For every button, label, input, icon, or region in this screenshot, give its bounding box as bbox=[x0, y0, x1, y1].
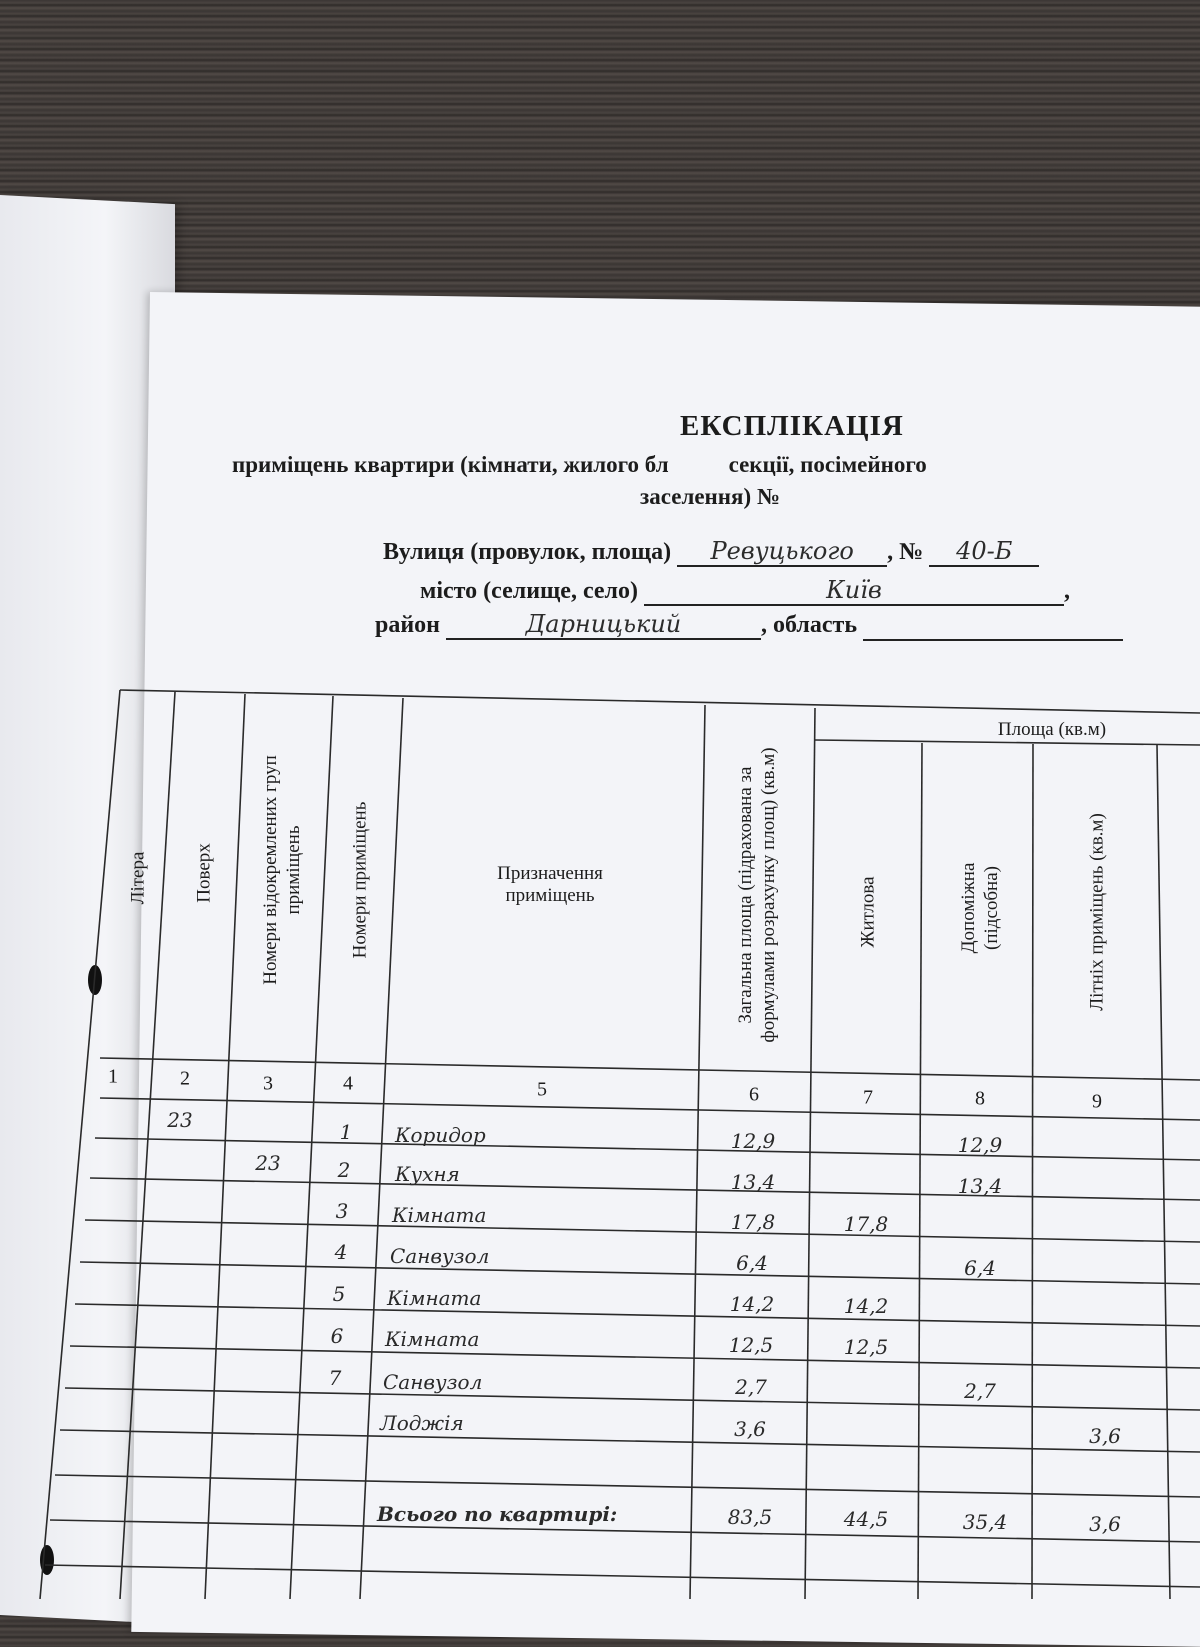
room-purpose: Кухня bbox=[395, 1162, 460, 1186]
group-value: 23 bbox=[255, 1151, 281, 1175]
column-number: 5 bbox=[537, 1078, 547, 1101]
totals-living: 44,5 bbox=[843, 1507, 889, 1531]
room-summer: 3,6 bbox=[1089, 1424, 1121, 1448]
room-aux: 13,4 bbox=[957, 1174, 1003, 1198]
header-area-group: Площа (кв.м) bbox=[997, 719, 1107, 740]
room-total: 13,4 bbox=[730, 1170, 776, 1194]
column-number: 1 bbox=[108, 1065, 118, 1088]
room-number: 2 bbox=[337, 1158, 351, 1182]
room-living: 17,8 bbox=[843, 1212, 889, 1236]
document-subtitle: приміщень квартири (кімнати, жилого бл секції, посімейного bbox=[232, 452, 927, 477]
room-purpose: Санвузол bbox=[390, 1244, 490, 1268]
header-total-area: Загальна площа (підрахована за формулами розрахунку площ) (кв.м) bbox=[735, 747, 779, 1043]
district-line: район Дарницький , область bbox=[375, 610, 1123, 641]
document-title: ЕКСПЛІКАЦІЯ bbox=[680, 410, 904, 442]
room-purpose: Кімната bbox=[385, 1327, 480, 1351]
column-number: 8 bbox=[975, 1087, 985, 1110]
district-value: Дарницький bbox=[446, 610, 761, 640]
header-rooms: Номери приміщень bbox=[349, 801, 371, 959]
document-subtitle-2: заселення) № bbox=[640, 484, 870, 510]
street-line: Вулиця (провулок, площа) Ревуцького , № 40-Б bbox=[383, 537, 1039, 567]
city-line: місто (селище, село) Київ , bbox=[420, 576, 1070, 604]
totals-label: Всього по квартирі: bbox=[377, 1502, 618, 1526]
header-summer: Літніх приміщень (кв.м) bbox=[1086, 813, 1108, 1011]
room-aux: 6,4 bbox=[964, 1256, 996, 1280]
column-number: 7 bbox=[863, 1086, 873, 1109]
room-purpose: Санвузол bbox=[383, 1370, 483, 1394]
room-number: 7 bbox=[328, 1366, 342, 1390]
room-number: 3 bbox=[335, 1199, 349, 1223]
city-value: Київ bbox=[644, 576, 1064, 606]
header-auxiliary: Допоміжна (підсобна) bbox=[958, 862, 1002, 954]
header-groups: Номери відокремлених груп приміщень bbox=[260, 755, 304, 985]
header-living: Житлова bbox=[857, 876, 879, 948]
header-floor: Поверх bbox=[193, 843, 215, 903]
column-number: 9 bbox=[1092, 1090, 1102, 1113]
room-total: 3,6 bbox=[734, 1417, 766, 1441]
room-number: 6 bbox=[330, 1324, 344, 1348]
room-total: 17,8 bbox=[730, 1210, 776, 1234]
room-aux: 2,7 bbox=[964, 1379, 996, 1403]
totals-aux: 35,4 bbox=[962, 1510, 1008, 1534]
header-purpose: Призначення приміщень bbox=[497, 863, 603, 906]
column-number: 4 bbox=[343, 1072, 353, 1095]
room-total: 12,9 bbox=[730, 1129, 776, 1153]
column-number: 2 bbox=[180, 1067, 190, 1090]
room-purpose: Кімната bbox=[387, 1286, 482, 1310]
room-total: 14,2 bbox=[729, 1292, 775, 1316]
street-value: Ревуцького bbox=[677, 537, 887, 567]
totals-total: 83,5 bbox=[727, 1505, 773, 1529]
room-number: 1 bbox=[339, 1120, 353, 1144]
room-purpose: Коридор bbox=[395, 1123, 486, 1147]
totals-summer: 3,6 bbox=[1089, 1512, 1121, 1536]
column-number: 3 bbox=[263, 1072, 273, 1095]
room-number: 4 bbox=[334, 1240, 348, 1264]
room-total: 2,7 bbox=[735, 1375, 767, 1399]
room-living: 12,5 bbox=[843, 1335, 889, 1359]
column-number: 6 bbox=[749, 1083, 759, 1106]
room-aux: 12,9 bbox=[957, 1133, 1003, 1157]
room-number: 5 bbox=[332, 1282, 346, 1306]
room-living: 14,2 bbox=[843, 1294, 889, 1318]
room-purpose: Лоджія bbox=[380, 1411, 464, 1435]
header-litera: Літера bbox=[127, 851, 149, 905]
room-total: 12,5 bbox=[728, 1333, 774, 1357]
room-purpose: Кімната bbox=[392, 1203, 487, 1227]
house-number: 40-Б bbox=[929, 537, 1039, 567]
floor-value: 23 bbox=[167, 1108, 193, 1132]
room-total: 6,4 bbox=[736, 1251, 768, 1275]
